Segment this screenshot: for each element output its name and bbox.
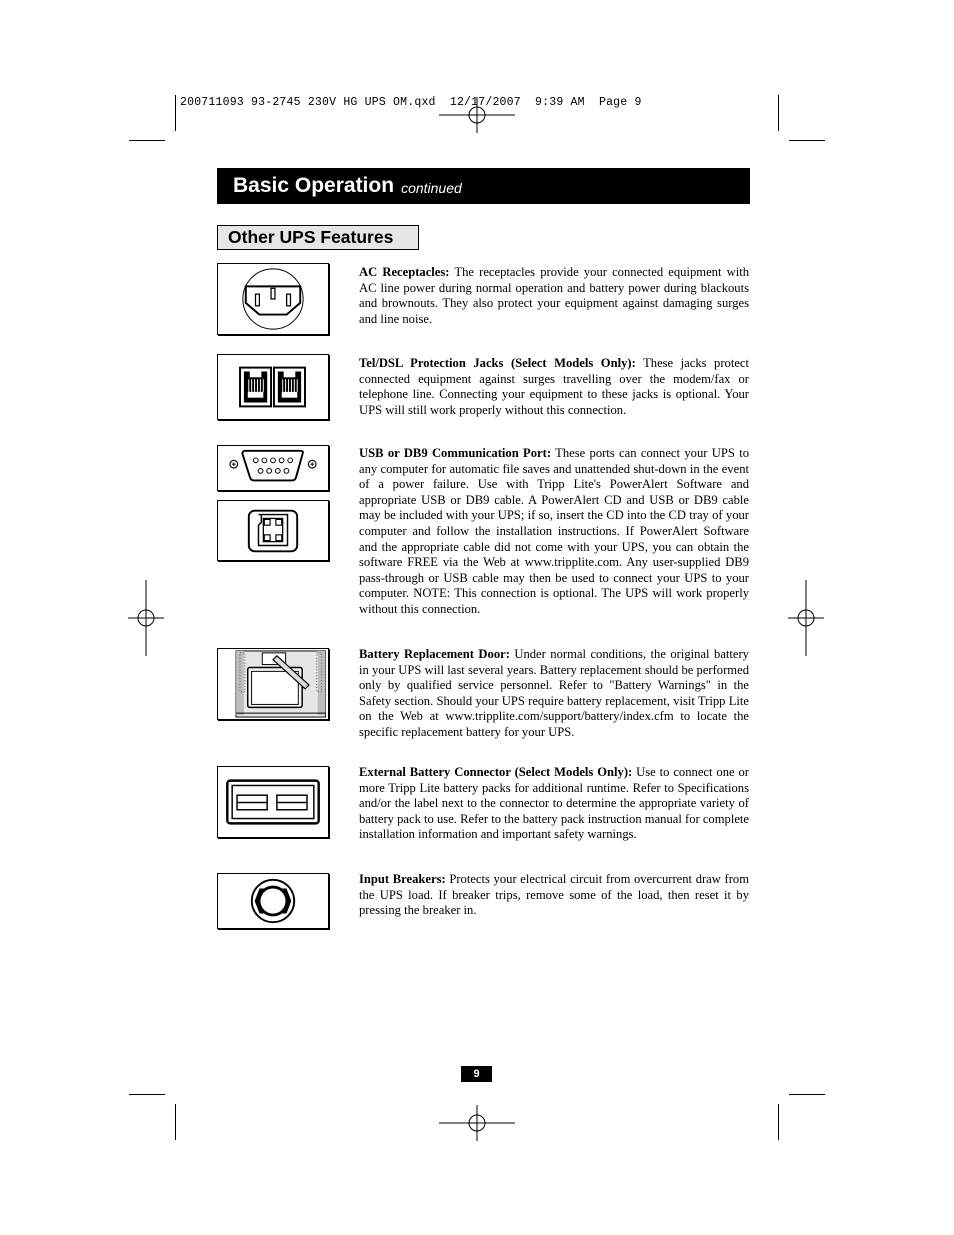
feature-title: Input Breakers: bbox=[359, 872, 446, 886]
header-title: Basic Operation bbox=[233, 174, 395, 197]
section-header bbox=[217, 168, 750, 204]
battery-connector-icon bbox=[217, 766, 329, 838]
feature-text: Use to connect one or more Tripp Lite battery packs for additional runtime. Refer to Specifications and/or the label next to the connector to determine the appropriate variety of battery pack to use. Refer to the battery pack instruction manual for complete installation information and important safety warnings. bbox=[359, 765, 749, 842]
ac-receptacle-icon bbox=[217, 263, 329, 335]
header-subtitle: continued bbox=[401, 180, 462, 196]
registration-mark-bottom bbox=[437, 1105, 517, 1141]
feature-usb-db9-port bbox=[359, 446, 749, 618]
feature-battery-door bbox=[359, 647, 749, 741]
feature-title: AC Receptacles: bbox=[359, 265, 450, 279]
feature-text: Under normal conditions, the original battery in your UPS will last several years. Battery replacement should be performed only by qualified service personnel. Refer to "Battery Warnings" in the Safety section. Should your UPS require battery replacement, visit Tripp Lite on the Web at www.tripplite.com/support/battery/index.cfm to locate the specific replacement battery for your UPS. bbox=[359, 647, 749, 739]
feature-text: These ports can connect your UPS to any computer for automatic file saves and unattended shut-down in the event of a power failure. Use with Tripp Lite's PowerAlert Software and appropriate USB or DB9 cable. A PowerAlert CD and USB or DB9 cable may be included with your UPS; if so, insert the CD into the CD tray of your computer and follow the installation instructions. If PowerAlert Software and the appropriate cable did not come with your UPS, you can obtain the software FREE via the Web at www.tripplite.com. Any user-supplied DB9 pass-through or USB cable may then be used to connect your UPS to your computer. NOTE: This connection is optional. The UPS will work properly without this connection. bbox=[359, 446, 749, 616]
tel-jack-icon bbox=[217, 354, 329, 420]
feature-title: Tel/DSL Protection Jacks (Select Models Only): bbox=[359, 356, 636, 370]
feature-title: USB or DB9 Communication Port: bbox=[359, 446, 552, 460]
registration-mark-left bbox=[128, 578, 164, 658]
feature-input-breakers bbox=[359, 872, 749, 919]
feature-text: These jacks protect connected equipment against surges travelling over the modem/fax or telephone line. Connecting your equipment to these jacks is optional. Your UPS will still work properly without this connection. bbox=[359, 356, 749, 417]
registration-mark-right bbox=[788, 578, 824, 658]
page-number: 9 bbox=[461, 1066, 492, 1082]
usb-port-icon bbox=[217, 500, 329, 561]
feature-text: Protects your electrical circuit from overcurrent draw from the UPS load. If breaker trips, remove some of the load, then reset it by pressing the breaker in. bbox=[359, 872, 749, 918]
feature-tel-dsl-jacks bbox=[359, 356, 749, 418]
section-title: Other UPS Features bbox=[217, 225, 419, 250]
feature-ac-receptacles bbox=[359, 265, 749, 327]
feature-title: External Battery Connector (Select Models Only): bbox=[359, 765, 633, 779]
feature-title: Battery Replacement Door: bbox=[359, 647, 510, 661]
input-breaker-icon bbox=[217, 873, 329, 929]
print-slug: 200711093 93-2745 230V HG UPS OM.qxd 12/17/2007 9:39 AM Page 9 bbox=[180, 96, 642, 109]
feature-external-battery-connector bbox=[359, 765, 749, 843]
registration-mark-top bbox=[437, 97, 517, 133]
db9-port-icon bbox=[217, 445, 329, 491]
battery-door-icon bbox=[217, 648, 329, 720]
feature-text: The receptacles provide your connected equipment with AC line power during normal operation and battery power during blackouts and brownouts. They also protect your equipment against damaging surges and line noise. bbox=[359, 265, 749, 326]
